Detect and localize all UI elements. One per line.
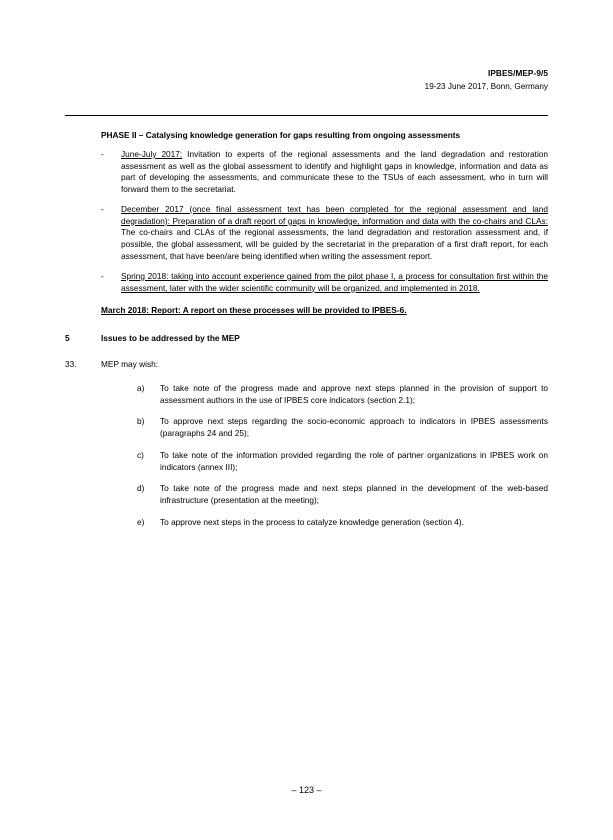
document-code: IPBES/MEP-9/5 [488,69,548,78]
phase-heading: PHASE II – Catalysing knowledge generation for gaps resulting from ongoing assessments [101,130,461,140]
page-header [425,68,548,93]
page-number: – 123 – [291,785,322,795]
list-item [101,271,548,295]
list-item [137,450,548,474]
paragraph [65,359,548,371]
list-item [137,517,548,529]
section-title: Issues to be addressed by the MEP [101,333,240,344]
dash-bullet: - [101,270,104,281]
list-item-text: To take note of the progress made and approve next steps planned in the provision of support to assessment authors in the use of IPBES core indicators (section 2.1); [160,382,548,405]
page-footer [0,785,613,795]
list-item-marker: a) [137,382,145,393]
list-item [137,416,548,440]
header-divider [65,115,548,116]
list-item-marker: c) [137,449,144,460]
list-item-marker: e) [137,516,145,527]
list-item [101,149,548,196]
list-item-text: To take note of the information provided regarding the role of partner organizations in IPBES work on indicators (annex III); [160,449,548,472]
dash-bullet: - [101,203,104,214]
paragraph-text: MEP may wish: [101,358,159,369]
dash-item-text: Invitation to experts of the regional assessments and the land degradation and restoration assessment as well as the global assessment to identify and highlight gaps in knowledge, information and data as part of developing the assessments, and communicate these to the TSUs of each assessment, who in turn will forward them to the secretariat. [121,148,549,195]
paragraph-number: 33. [65,358,77,369]
dash-item-body [121,149,548,196]
dash-item-body [121,271,548,295]
list-item-marker: b) [137,416,145,427]
section-number: 5 [65,333,70,344]
list-item [137,383,548,407]
dash-item-body [121,204,548,263]
list-item [137,483,548,507]
dash-item-underlined: Spring 2018: taking into account experience gained from the pilot phase I, a process for consultation first within the assessment, later with the wider scientific community will be organized, and implemented in 2018. [121,270,548,293]
march-report-line: March 2018: Report: A report on these processes will be provided to IPBES-6. [101,305,407,316]
document-body [65,130,548,539]
list-item-text: To take note of the progress made and next steps planned in the development of the web-based infrastructure (presentation at the meeting); [160,483,548,506]
dash-item-underlined: December 2017 (once final assessment text has been completed for the regional assessment and land degradation): Preparation of a draft report of gaps in knowledge, information and data with the co-chairs and CLAs: [121,203,548,226]
list-item-marker: d) [137,483,145,494]
list-item-text: To approve next steps regarding the socio-economic approach to indicators in IPBES assessments (paragraphs 24 and 25); [160,416,548,439]
document-meta: 19-23 June 2017, Bonn, Germany [424,81,548,91]
list-item [101,204,548,263]
section-heading [65,333,548,345]
dash-item-text: The co-chairs and CLAs of the regional assessments, the land degradation and restoration assessment and, if possible, the global assessment, will be guided by the secretariat in the preparation of a first draft report, for each assessment, that have been/are being identified when writing the assessment report. [121,227,548,262]
dash-item-underlined: June-July 2017: [121,148,183,159]
dash-bullet: - [101,148,104,159]
list-item-text: To approve next steps in the process to catalyze knowledge generation (section 4). [160,516,464,527]
